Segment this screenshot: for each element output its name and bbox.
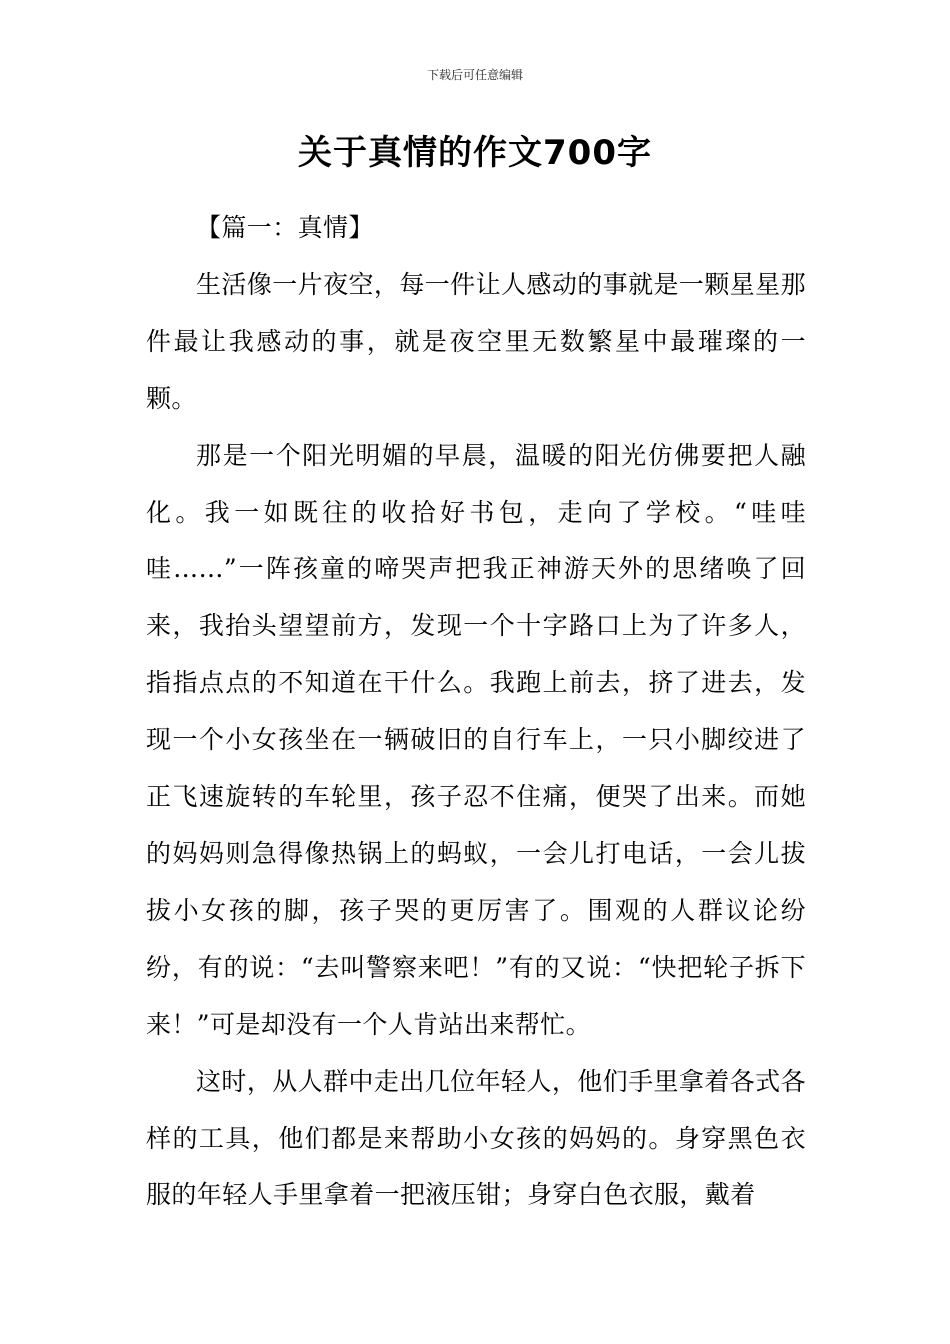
document-title: 关于真情的作文700字 [298, 133, 652, 173]
paragraph-1: 生活像一片夜空，每一件让人感动的事就是一颗星星那件最让我感动的事，就是夜空里无数繁星中最璀璨的一颗。 [146, 269, 806, 413]
document-body [146, 200, 806, 1224]
section-heading: 【篇一：真情】 [196, 213, 374, 242]
paragraph-3: 这时，从人群中走出几位年轻人，他们手里拿着各式各样的工具，他们都是来帮助小女孩的妈妈的。身穿黑色衣服的年轻人手里拿着一把液压钳；身穿白色衣服，戴着 [146, 1066, 806, 1210]
paragraph-2: 那是一个阳光明媚的早晨，温暖的阳光仿佛要把人融化。我一如既往的收拾好书包，走向了学校。“哇哇哇……”一阵孩童的啼哭声把我正神游天外的思绪唤了回来，我抬头望望前方，发现一个十字路口上为了许多人，指指点点的不知道在干什么。我跑上前去，挤了进去，发现一个小女孩坐在一辆破旧的自行车上，一只小脚绞进了正飞速旋转的车轮里，孩子忍不住痛，便哭了出来。而她的妈妈则急得像热锅上的蚂蚁，一会儿打电话，一会儿拔拔小女孩的脚，孩子哭的更厉害了。围观的人群议论纷纷，有的说：“去叫警察来吧！”有的又说：“快把轮子拆下来！”可是却没有一个人肯站出来帮忙。 [146, 440, 806, 1039]
header-note: 下载后可任意编辑 [426, 68, 523, 82]
